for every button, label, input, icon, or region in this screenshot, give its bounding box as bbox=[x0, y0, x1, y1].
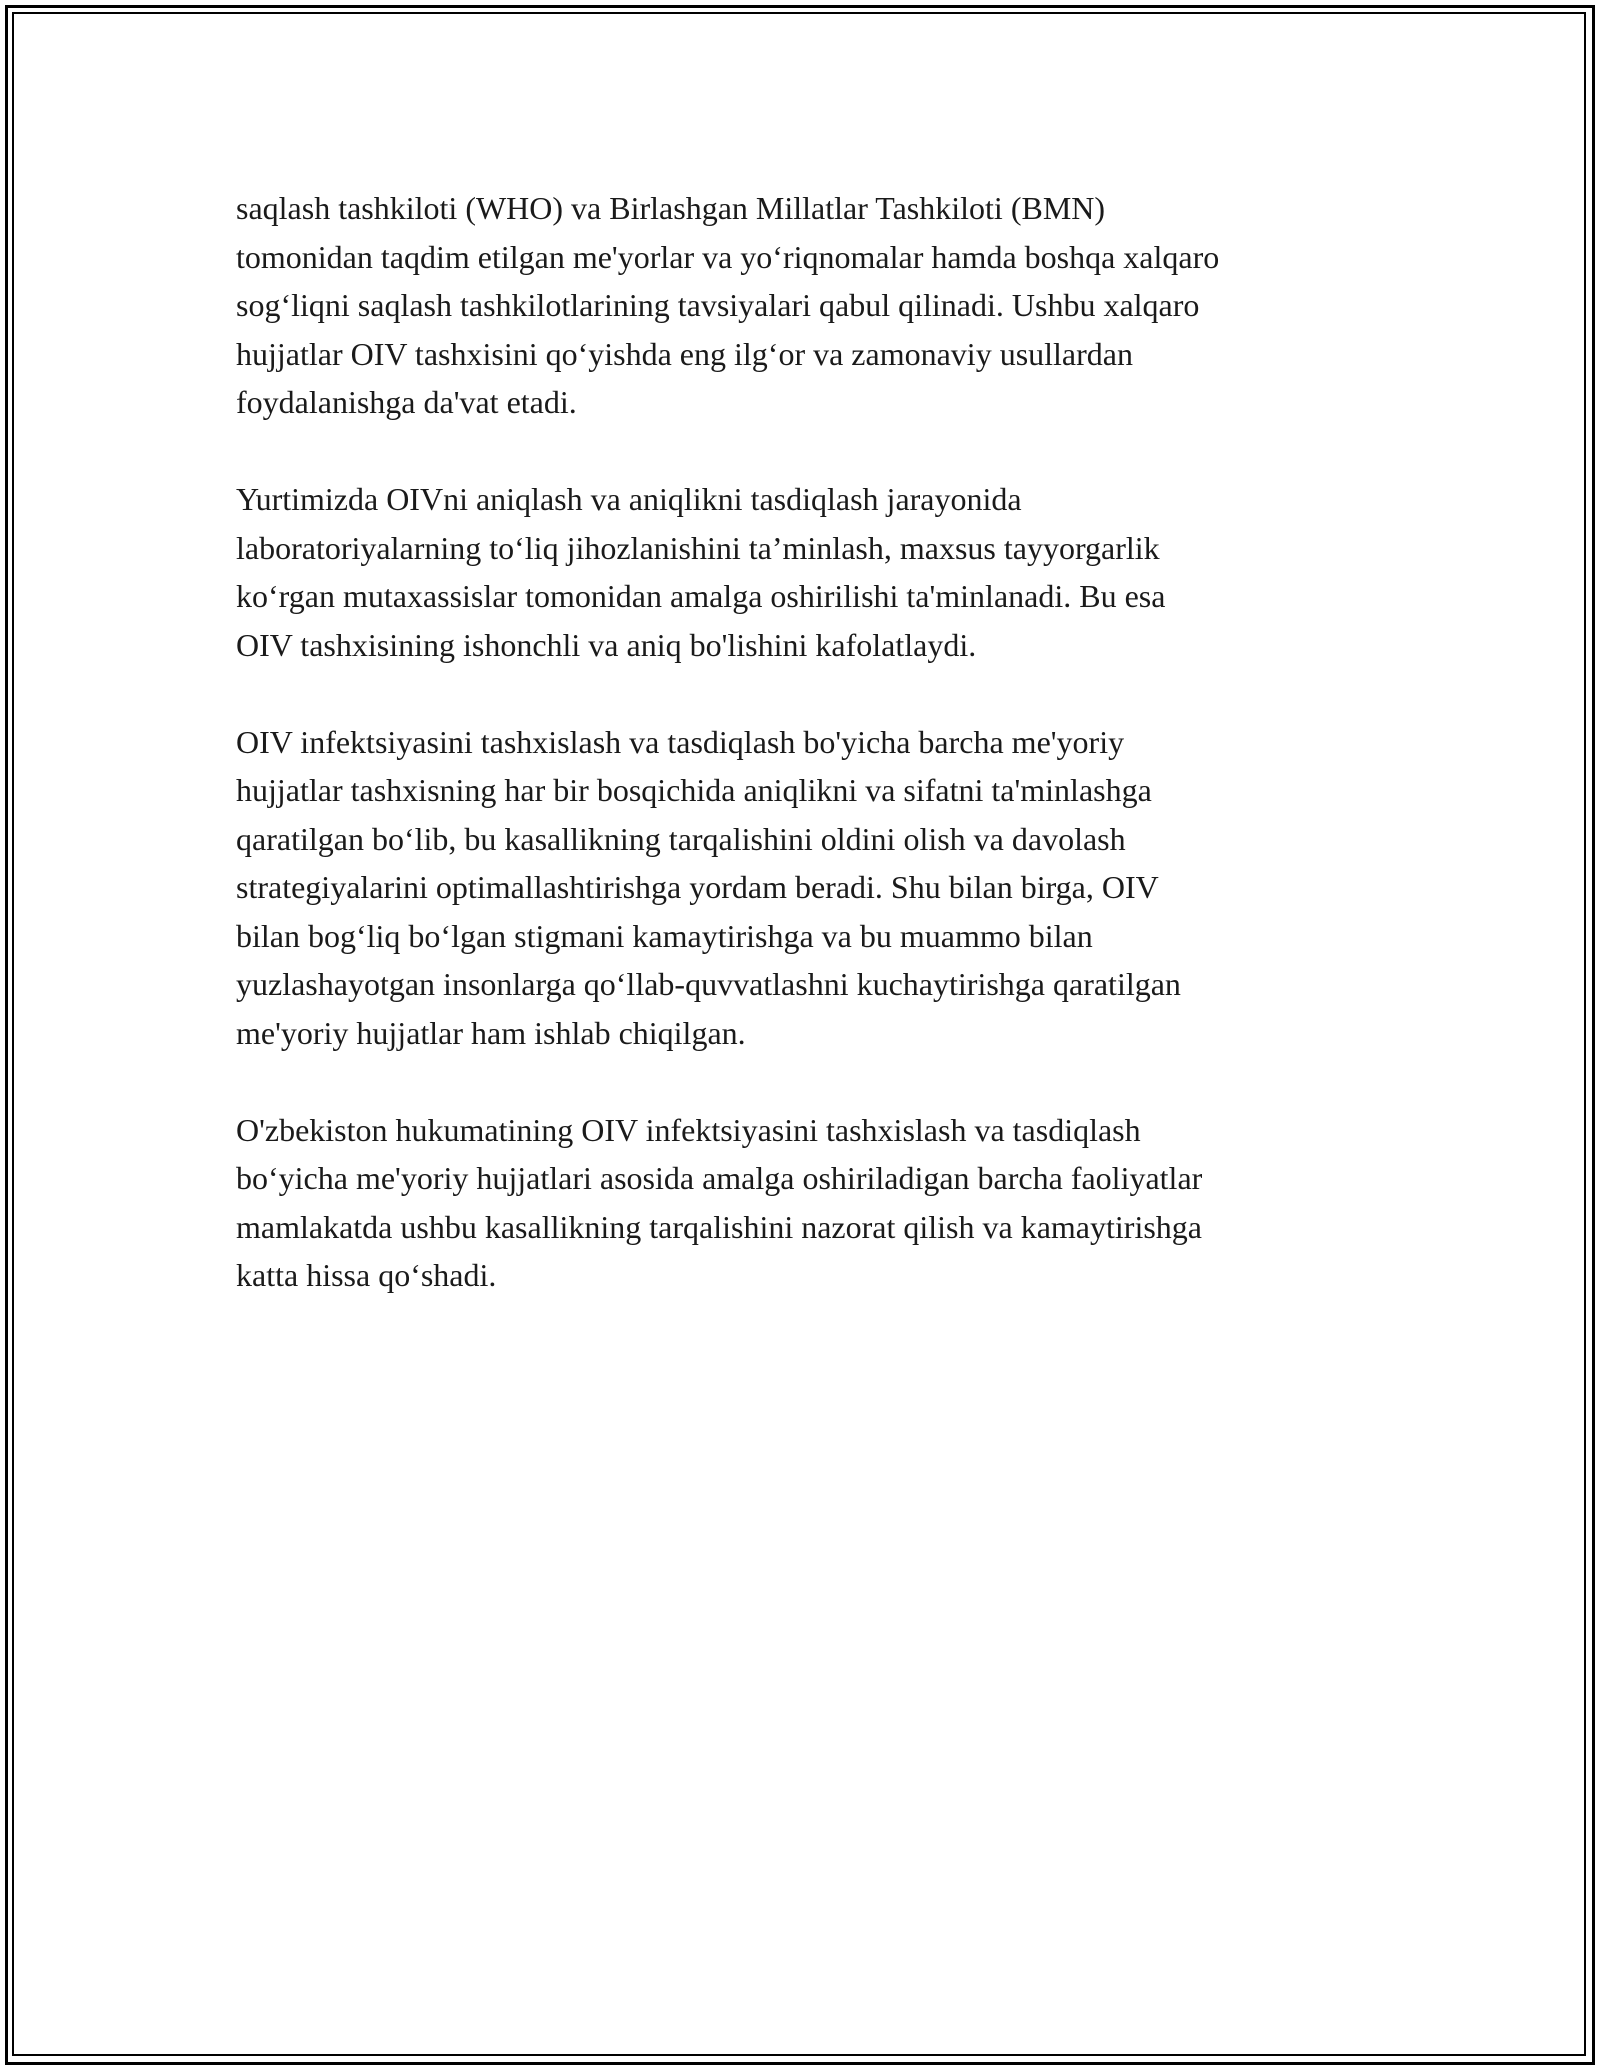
paragraph-3 bbox=[236, 718, 1386, 1058]
text-line: qaratilgan bo‘lib, bu kasallikning tarqalishini oldini olish va davolash bbox=[236, 820, 1126, 857]
text-line: mamlakatda ushbu kasallikning tarqalishini nazorat qilish va kamaytirishga bbox=[236, 1208, 1202, 1245]
text-line: bo‘yicha me'yoriy hujjatlari asosida amalga oshiriladigan barcha faoliyatlar bbox=[236, 1160, 1203, 1196]
text-line: foydalanishga da'vat etadi. bbox=[236, 384, 577, 420]
text-line: strategiyalarini optimallashtirishga yordam beradi. Shu bilan birga, OIV bbox=[236, 869, 1159, 905]
document-body bbox=[236, 184, 1386, 1348]
text-line: OIV tashxisining ishonchli va aniq bo'lishini kafolatlaydi. bbox=[236, 626, 977, 663]
text-line: OIV infektsiyasini tashxislash va tasdiqlash bo'yicha barcha me'yoriy bbox=[236, 723, 1125, 760]
text-line: katta hissa qo‘shadi. bbox=[236, 1257, 497, 1293]
text-line: sog‘liqni saqlash tashkilotlarining tavsiyalari qabul qilinadi. Ushbu xalqaro bbox=[236, 287, 1200, 323]
text-line: saqlash tashkiloti (WHO) va Birlashgan Millatlar Tashkiloti (BMN) bbox=[236, 190, 1106, 226]
text-line: me'yoriy hujjatlar ham ishlab chiqilgan. bbox=[236, 1014, 746, 1051]
text-line: hujjatlar tashxisning har bir bosqichida aniqlikni va sifatni ta'minlashga bbox=[236, 772, 1152, 808]
text-line: O'zbekiston hukumatining OIV infektsiyasini tashxislash va tasdiqlash bbox=[236, 1111, 1141, 1148]
text-line: bilan bog‘liq bo‘lgan stigmani kamaytirishga va bu muammo bilan bbox=[236, 917, 1093, 954]
text-line: ko‘rgan mutaxassislar tomonidan amalga oshirilishi ta'minlanadi. Bu esa bbox=[236, 578, 1166, 614]
paragraph-1 bbox=[236, 184, 1386, 427]
paragraph-4 bbox=[236, 1106, 1386, 1300]
paragraph-2 bbox=[236, 475, 1386, 669]
text-line: Yurtimizda OIVni aniqlash va aniqlikni tasdiqlash jarayonida bbox=[236, 481, 1022, 517]
text-line: laboratoriyalarning to‘liq jihozlanishini ta’minlash, maxsus tayyorgarlik bbox=[236, 529, 1160, 566]
text-line: hujjatlar OIV tashxisini qo‘yishda eng ilg‘or va zamonaviy usullardan bbox=[236, 335, 1133, 372]
text-line: yuzlashayotgan insonlarga qo‘llab-quvvatlashni kuchaytirishga qaratilgan bbox=[236, 966, 1181, 1002]
text-line: tomonidan taqdim etilgan me'yorlar va yo‘riqnomalar hamda boshqa xalqaro bbox=[236, 238, 1220, 275]
